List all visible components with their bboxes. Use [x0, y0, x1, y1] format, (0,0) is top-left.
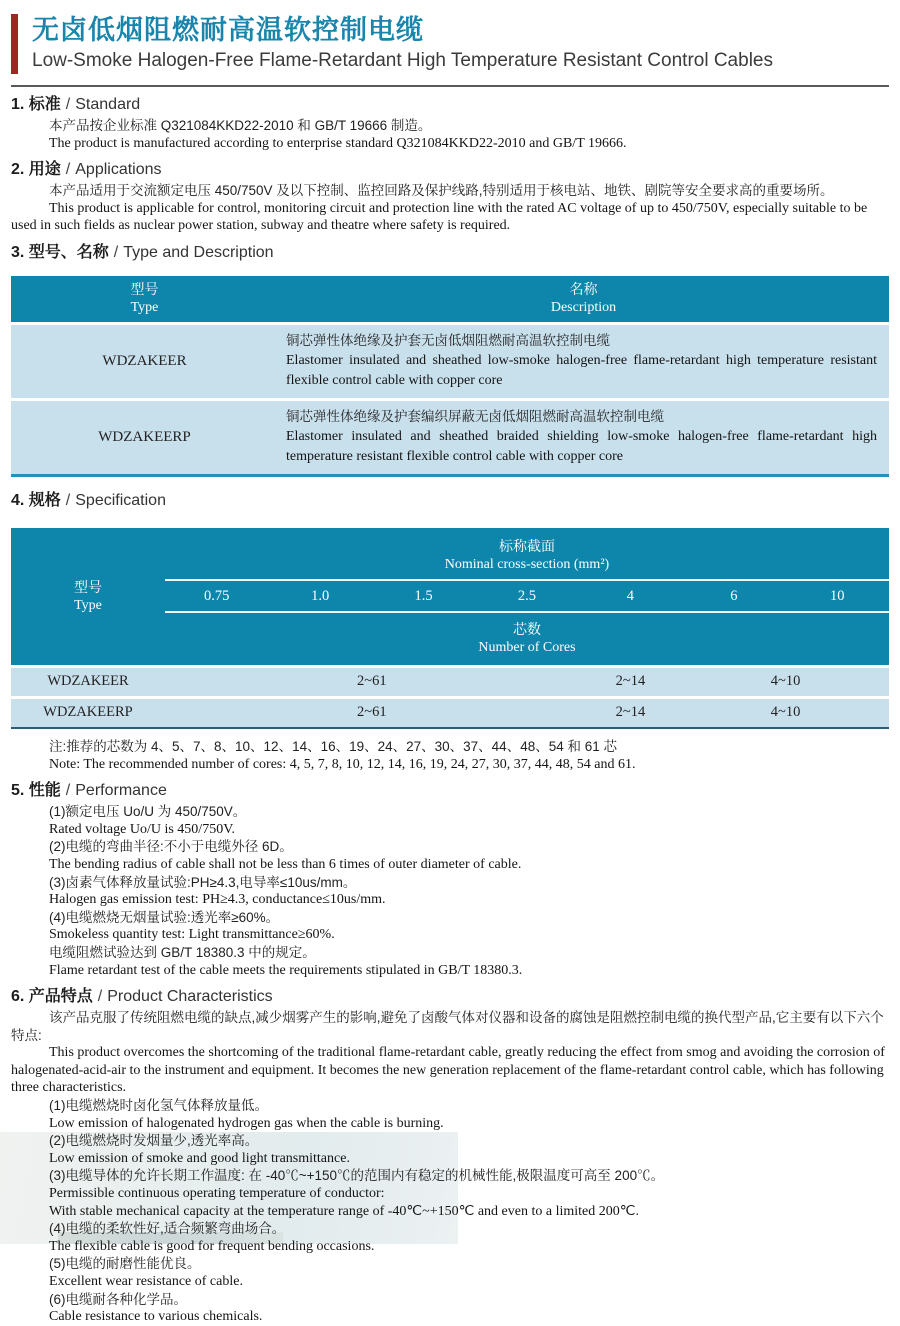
- performance-line: (1)额定电压 Uo/U 为 450/750V。: [49, 804, 247, 820]
- section-heading-specification: [11, 491, 889, 511]
- section-separator: /: [113, 243, 119, 261]
- size-column: 1.5: [414, 587, 433, 604]
- type-table-header: [11, 276, 889, 322]
- characteristic-line: Low emission of smoke and good light transmittance.: [49, 1150, 350, 1166]
- section-separator: /: [65, 782, 71, 800]
- characteristic-line: (6)电缆耐各种化学品。: [49, 1291, 187, 1307]
- applications-text-en: This product is applicable for control, monitoring circuit and protection line with the rated AC voltage of up to 450/750V, especially suitable to be used in such fields as nuclear power station, subway and theatre where safety is required.: [11, 200, 868, 234]
- spec-table-header: [11, 528, 889, 665]
- cell-type-value: WDZAKEER: [47, 672, 129, 689]
- header-description-en: Description: [550, 299, 617, 315]
- characteristic-line: (3)电缆导体的允许长期工作温度: 在 -40℃~+150℃的范围内有稳定的机械性能,极限温度可高至 200℃。: [49, 1168, 665, 1184]
- performance-line: Smokeless quantity test: Light transmittance≥60%.: [49, 927, 335, 943]
- section-title-en: Standard: [75, 96, 141, 113]
- section-number-cn: 5. 性能: [11, 782, 61, 800]
- cores-range-mid-sections: 2~14: [615, 672, 646, 689]
- characteristic-line: (1)电缆燃烧时卤化氢气体释放量低。: [49, 1098, 268, 1114]
- datasheet-page: [0, 14, 900, 1326]
- characteristic-line: Cable resistance to various chemicals.: [49, 1309, 263, 1325]
- characteristic-line: With stable mechanical capacity at the temperature range of -40℃~+150℃ and even to a limited 200℃.: [49, 1203, 639, 1219]
- spec-cores-label: [165, 613, 889, 665]
- section-heading-characteristics: [11, 987, 889, 1007]
- section-title-en: Performance: [75, 782, 167, 800]
- characteristic-line: Excellent wear resistance of cable.: [49, 1274, 243, 1289]
- specification-table: [11, 528, 889, 729]
- performance-line: Flame retardant test of the cable meets the requirements stipulated in GB/T 18380.3.: [49, 962, 523, 978]
- section-title-en: Product Characteristics: [107, 988, 273, 1006]
- section-title-en: Applications: [75, 161, 162, 179]
- page-title-en: Low-Smoke Halogen-Free Flame-Retardant High Temperature Resistant Control Cables: [32, 50, 773, 71]
- section-number-cn: 3. 型号、名称: [11, 243, 109, 261]
- note-en: Note: The recommended number of cores: 4, 5, 7, 8, 10, 12, 14, 16, 19, 24, 27, 30, 37, 44, 48, 54 and 61.: [49, 756, 636, 772]
- cores-cn: 芯数: [513, 620, 541, 637]
- table-row: [11, 668, 889, 696]
- cell-description: [278, 401, 889, 474]
- characteristics-intro-cn: 该产品克服了传统阻燃电缆的缺点,减少烟雾产生的影响,避免了卤酸气体对仪器和设备的腐蚀是阻燃控制电缆的换代型产品,它主要有以下六个特点:: [11, 1010, 884, 1043]
- performance-line: 电缆阻燃试验达到 GB/T 18380.3 中的规定。: [49, 944, 316, 960]
- description-cn: 铜芯弹性体绝缘及护套编织屏蔽无卤低烟阻燃耐高温软控制电缆: [286, 408, 664, 424]
- table-row: [11, 325, 889, 398]
- cell-type-value: WDZAKEERP: [98, 428, 191, 445]
- cell-type-value: WDZAKEER: [102, 352, 187, 369]
- section-heading-standard: [11, 95, 889, 115]
- characteristics-list: [11, 1097, 889, 1326]
- characteristic-line: (5)电缆的耐磨性能优良。: [49, 1256, 201, 1272]
- cores-range-mid-sections: 2~14: [615, 703, 646, 720]
- section-number-cn: 1. 标准: [11, 96, 61, 113]
- performance-line: (4)电缆燃烧无烟量试验:透光率≥60%。: [49, 909, 280, 925]
- header-divider: [11, 85, 889, 87]
- cross-section-cn: 标称截面: [499, 537, 555, 554]
- section-heading-performance: [11, 781, 889, 801]
- standard-text-en: The product is manufactured according to enterprise standard Q321084KKD22-2010 and GB/T 19666.: [49, 135, 627, 151]
- page-title-cn: 无卤低烟阻燃耐高温软控制电缆: [32, 15, 424, 45]
- cores-range-small-sections: 2~61: [357, 703, 387, 720]
- title-block: [32, 14, 773, 74]
- applications-text-cn: 本产品适用于交流额定电压 450/750V 及以下控制、监控回路及保护线路,特别适用于核电站、地铁、剧院等安全要求高的重要场所。: [49, 183, 834, 199]
- section-separator: /: [65, 96, 71, 113]
- spec-type-en: Type: [74, 598, 102, 614]
- characteristic-line: (4)电缆的柔软性好,适合频繁弯曲场合。: [49, 1221, 286, 1237]
- size-column: 1.0: [311, 587, 330, 604]
- description-en: Elastomer insulated and sheathed low-smoke halogen-free flame-retardant high temperature resistant flexible control cable with copper core: [286, 352, 877, 388]
- characteristic-line: Low emission of halogenated hydrogen gas when the cable is burning.: [49, 1115, 444, 1131]
- description-cn: 铜芯弹性体绝缘及护套无卤低烟阻燃耐高温软控制电缆: [286, 332, 610, 348]
- type-description-table: [11, 276, 889, 477]
- section-separator: /: [65, 491, 71, 509]
- size-column: 0.75: [204, 587, 230, 604]
- section-separator: /: [65, 161, 71, 179]
- cores-en: Number of Cores: [478, 639, 576, 655]
- type-table-header-type: [11, 280, 278, 316]
- spec-cross-section-label: [165, 528, 889, 581]
- characteristic-line: (2)电缆燃烧时发烟量少,透光率高。: [49, 1133, 259, 1149]
- title-accent-bar: [11, 14, 18, 74]
- performance-line: (2)电缆的弯曲半径:不小于电缆外径 6D。: [49, 839, 293, 855]
- table-row: [11, 401, 889, 474]
- cell-type-value: WDZAKEERP: [43, 703, 133, 720]
- section-separator: /: [97, 988, 103, 1006]
- header-type-en: Type: [130, 299, 159, 315]
- performance-line: (3)卤素气体释放量试验:PH≥4.3,电导率≤10us/mm。: [49, 874, 357, 890]
- cores-range-large-sections: 4~10: [770, 672, 801, 689]
- masthead: [11, 14, 889, 74]
- standard-text-cn: 本产品按企业标准 Q321084KKD22-2010 和 GB/T 19666 制造。: [49, 118, 432, 133]
- table-row: [11, 699, 889, 727]
- section-title-en: Specification: [75, 491, 166, 509]
- performance-line: The bending radius of cable shall not be less than 6 times of outer diameter of cable.: [49, 856, 522, 872]
- characteristic-line: The flexible cable is good for frequent bending occasions.: [49, 1238, 375, 1254]
- size-column: 6: [730, 587, 738, 604]
- spec-notes: [11, 738, 889, 773]
- characteristics-intro-en: This product overcomes the shortcoming of the traditional flame-retardant cable, greatly reducing the effect from smog and avoiding the corrosion of halogenated-acid-air to the instrument and equipment. It becomes the new generation replacement of the flame-retardant control cable, which has following three characteristics.: [11, 1045, 885, 1096]
- cores-range-large-sections: 4~10: [770, 703, 801, 720]
- header-type-cn: 型号: [130, 280, 159, 297]
- spec-size-columns: [165, 581, 889, 613]
- performance-line: Rated voltage Uo/U is 450/750V.: [49, 821, 236, 837]
- section-heading-applications: [11, 160, 889, 180]
- section-title-en: Type and Description: [123, 243, 274, 261]
- size-column: 10: [830, 587, 845, 604]
- spec-header-right: [165, 528, 889, 665]
- description-en: Elastomer insulated and sheathed braided shielding low-smoke halogen-free flame-retardant high temperature resistant flexible control cable with copper core: [286, 428, 877, 464]
- spec-header-type: [11, 528, 165, 665]
- type-table-header-description: [278, 280, 889, 316]
- size-column: 4: [626, 587, 635, 604]
- section-heading-type-description: [11, 243, 889, 263]
- cell-description: [278, 325, 889, 398]
- spec-type-cn: 型号: [74, 579, 102, 596]
- section-number-cn: 4. 规格: [11, 491, 61, 509]
- section-number-cn: 6. 产品特点: [11, 988, 93, 1006]
- section-number-cn: 2. 用途: [11, 161, 61, 179]
- cross-section-en: Nominal cross-section (mm²): [444, 556, 610, 572]
- performance-line: Halogen gas emission test: PH≥4.3, conductance≤10us/mm.: [49, 892, 386, 908]
- header-description-cn: 名称: [569, 280, 598, 297]
- note-cn: 注:推荐的芯数为 4、5、7、8、10、12、14、16、19、24、27、30、37、44、48、54 和 61 芯: [49, 738, 617, 754]
- characteristic-line: Permissible continuous operating temperature of conductor:: [49, 1186, 385, 1202]
- cores-range-small-sections: 2~61: [357, 672, 387, 689]
- size-column: 2.5: [517, 587, 537, 604]
- performance-list: [11, 803, 889, 979]
